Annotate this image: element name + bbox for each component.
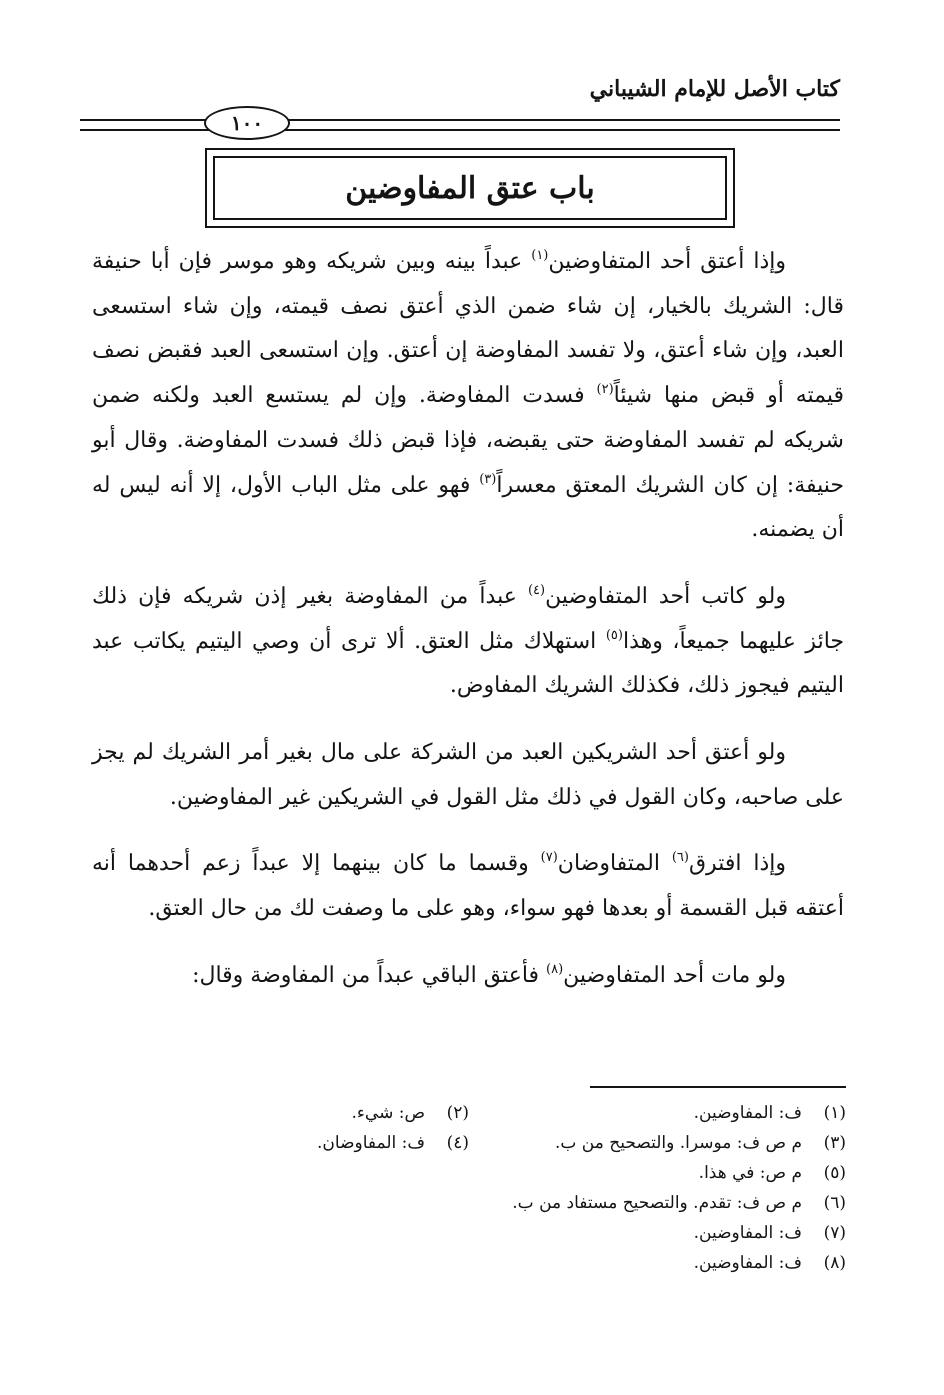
footnote-ref: (٤) (527, 582, 546, 598)
paragraph-3 (92, 731, 844, 820)
footnote-ref: (٢) (596, 382, 614, 398)
chapter-title-inner-frame (213, 156, 727, 220)
footnote-number: (٧) (823, 1223, 846, 1243)
footnote-text: م ص ف: تقدم. والتصحيح مستفاد من ب. (512, 1193, 802, 1213)
paragraph-text: وقسما ما كان بينهما إلا عبداً زعم أحدهما أنه أعتقه قبل القسمة أو بعدها فهو سواء، وهو على ما وصفت لك من حال العتق. (92, 851, 844, 922)
footnote (446, 1248, 846, 1278)
paragraph-text: المتفاوضان (557, 851, 672, 877)
footnote-text: ص: شيء. (351, 1103, 425, 1123)
footnote-separator (590, 1086, 846, 1088)
footnote-row (92, 1158, 846, 1188)
footnote (446, 1188, 846, 1218)
footnote-row (92, 1098, 846, 1128)
footnote-number: (٢) (446, 1103, 469, 1123)
paragraph-text: وإذا أعتق أحد المتفاوضين (548, 249, 787, 274)
footnote-number: (٦) (823, 1193, 846, 1213)
footnote-row (92, 1248, 846, 1278)
footnote-number: (٨) (823, 1253, 846, 1273)
footnote (469, 1098, 846, 1128)
paragraph-1 (92, 240, 844, 553)
footnote (446, 1158, 846, 1188)
footnote-text: م ص ف: موسرا. والتصحيح من ب. (554, 1133, 802, 1153)
footnote (92, 1128, 469, 1158)
footnote (446, 1218, 846, 1248)
footnote-number: (٣) (823, 1133, 846, 1153)
footnotes (92, 1098, 846, 1278)
paragraph-5 (92, 954, 844, 999)
page-number: ١٠٠ (204, 106, 290, 140)
footnote-text: ف: المفاوضين. (693, 1253, 802, 1273)
paragraph-text: فأعتق الباقي عبداً من المفاوضة وقال: (192, 962, 547, 988)
footnote-text: ف: المفاوضين. (693, 1223, 802, 1243)
paragraph-text: عبداً من المفاوضة بغير إذن شريكه فإن ذلك جائز عليهما جميعاً، وهذا (92, 583, 844, 654)
chapter-title: باب عتق المفاوضين (345, 170, 595, 206)
paragraph-text: وإذا افترق (688, 851, 786, 877)
paragraph-text: فهو على مثل الباب الأول، إلا أنه ليس له أن يضمنه. (92, 472, 844, 543)
paragraph-text: ولو أعتق أحد الشريكين العبد من الشركة على مال بغير أمر الشريك لم يجز على صاحبه، وكان القول في ذلك مثل القول في الشريكين غير المفاوضين. (92, 740, 844, 810)
footnote-row (92, 1188, 846, 1218)
chapter-title-frame (205, 148, 735, 228)
footnote-number: (١) (823, 1103, 846, 1123)
paragraph-2 (92, 575, 844, 709)
paragraph-4 (92, 842, 844, 931)
footnote-number: (٥) (823, 1163, 846, 1183)
footnote-ref: (٧) (540, 850, 558, 866)
footnote-text: م ص: في هذا. (698, 1163, 802, 1183)
footnote-row (92, 1128, 846, 1158)
footnote-ref: (٣) (479, 471, 497, 487)
page-header (80, 76, 840, 136)
footnote (469, 1128, 846, 1158)
paragraph-text: استهلاك مثل العتق. ألا ترى أن وصي اليتيم يكاتب عبد اليتيم فيجوز ذلك، فكذلك الشريك المفاوض. (92, 628, 844, 699)
footnote-row (92, 1218, 846, 1248)
footnote-ref: (٦) (671, 850, 689, 866)
paragraph-text: ولو مات أحد المتفاوضين (563, 962, 786, 988)
footnote-number: (٤) (446, 1133, 469, 1153)
footnote-ref: (١) (531, 248, 549, 263)
footnote-text: ف: المفاوضان. (317, 1133, 425, 1153)
paragraph-text: عبداً بينه وبين شريكه وهو موسر فإن أبا حنيفة قال: الشريك بالخيار، إن شاء ضمن الذي أعتق نصف قيمته، وإن شاء استسعى العبد، وإن شاء أعتق، ولا تفسد المفاوضة إن أعتق. وإن استسعى العبد فقبض نصف قيمته أو قبض منها شيئاً (92, 249, 844, 409)
paragraph-text: فسدت المفاوضة. وإن لم يستسع العبد ولكنه ضمن شريكه لم تفسد المفاوضة حتى يقبضه، فإذا قبض ذلك فسدت المفاوضة. وقال أبو حنيفة: إن كان الشريك المعتق معسراً (92, 383, 844, 498)
header-double-rule (80, 119, 840, 131)
footnote (92, 1098, 469, 1128)
footnote-ref: (٨) (546, 961, 564, 977)
paragraph-text: ولو كاتب أحد المتفاوضين (545, 583, 786, 609)
footnote-text: ف: المفاوضين. (693, 1103, 802, 1123)
running-head-book-title: كتاب الأصل للإمام الشيباني (589, 76, 840, 102)
footnote-ref: (٥) (605, 627, 623, 643)
body-text (92, 240, 844, 1021)
